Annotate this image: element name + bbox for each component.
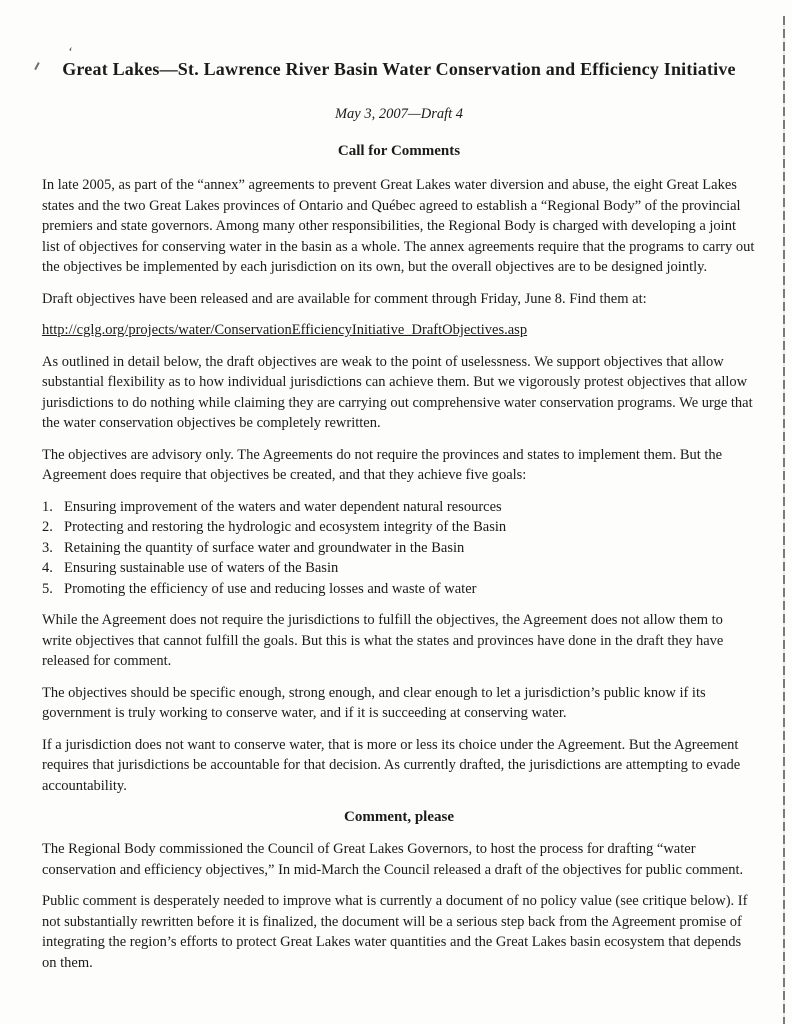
draft-release-paragraph: Draft objectives have been released and are available for comment through Friday, June 8. Find them at: <box>42 290 647 307</box>
section-heading-comment-please: Comment, please <box>344 809 454 825</box>
goal-text: Ensuring sustainable use of waters of the Basin <box>64 560 339 576</box>
goal-item <box>42 517 756 538</box>
goal-number: 4. <box>42 560 53 576</box>
accountability-paragraph: If a jurisdiction does not want to conserve water, that is more or less its choice under the Agreement. But the Agreement requires that jurisdictions be accountable for that decision. As currently drafted, the jurisdictions are attempting to evade accountability. <box>42 736 741 794</box>
scan-edge-artifact-line <box>783 16 785 1024</box>
goal-item <box>42 558 756 579</box>
goal-text: Ensuring improvement of the waters and water dependent natural resources <box>64 498 502 515</box>
advisory-paragraph: The objectives are advisory only. The Agreements do not require the provinces and states to implement them. But the Agreement does require that objectives be created, and that they achieve five goals: <box>42 446 723 483</box>
scan-mark: ʻ <box>67 43 74 60</box>
section-heading-call-for-comments: Call for Comments <box>337 143 461 159</box>
fulfill-paragraph: While the Agreement does not require the jurisdictions to fulfill the objectives, the Agreement does not allow them to write objectives that cannot fulfill the goals. But this is what the states and provinces have done in the draft they have released for comment. <box>42 612 724 669</box>
draft-objectives-link[interactable]: http://cglg.org/projects/water/ConservationEfficiencyInitiative_DraftObjectives.asp <box>42 322 528 338</box>
goal-number: 5. <box>42 580 53 597</box>
intro-paragraph: In late 2005, as part of the “annex” agreements to prevent Great Lakes water diversion and abuse, the eight Great Lakes states and the two Great Lakes provinces of Ontario and Québec agreed to establish a “Regional Body” of the provincial premiers and state governors. Among many other responsibilities, the Regional Body is charged with developing a joint list of objectives for conserving water in the basin as a whole. The annex agreements require that the programs to carry out the objectives be implemented by each jurisdiction on its own, but the overall objectives are to be designed jointly. <box>42 177 755 275</box>
goal-number: 2. <box>42 519 53 535</box>
goal-text: Protecting and restoring the hydrologic and ecosystem integrity of the Basin <box>64 519 507 535</box>
draft-objectives-link-line <box>42 320 756 341</box>
goal-item <box>42 579 756 600</box>
public-comment-paragraph: Public comment is desperately needed to improve what is currently a document of no policy value (see critique below). If not substantially rewritten before it is finalized, the document will be a serious step back from the Agreement promise of integrating the region’s efforts to protect Great Lakes water quantities and the Great Lakes basin ecosystem that depends on them. <box>42 893 748 971</box>
goal-item <box>42 497 756 518</box>
goal-item <box>42 538 756 559</box>
regional-body-paragraph: The Regional Body commissioned the Council of Great Lakes Governors, to host the process for drafting “water conservation and efficiency objectives,” In mid-March the Council released a draft of the objectives for public comment. <box>42 841 744 878</box>
specificity-paragraph: The objectives should be specific enough, strong enough, and clear enough to let a jurisdiction’s public know if its government is truly working to conserve water, and if it is succeeding at conserving water. <box>42 684 706 721</box>
document-title: Great Lakes—St. Lawrence River Basin Water Conservation and Efficiency Initiative <box>62 59 736 79</box>
goal-number: 1. <box>42 498 53 515</box>
scan-mark <box>34 62 39 70</box>
five-goals-list <box>42 497 756 600</box>
goal-text: Retaining the quantity of surface water and groundwater in the Basin <box>64 539 465 556</box>
date-draft-line: May 3, 2007—Draft 4 <box>334 106 464 122</box>
goal-number: 3. <box>42 539 53 556</box>
goal-text: Promoting the efficiency of use and reducing losses and waste of water <box>64 580 477 597</box>
critique-paragraph: As outlined in detail below, the draft objectives are weak to the point of uselessness. We support objectives that allow substantial flexibility as to how individual jurisdictions can achieve them. But we vigorously protest objectives that allow jurisdictions to do nothing while claiming they are carrying out comprehensive water conservation programs. We urge that the water conservation objectives be completely rewritten. <box>42 353 753 431</box>
